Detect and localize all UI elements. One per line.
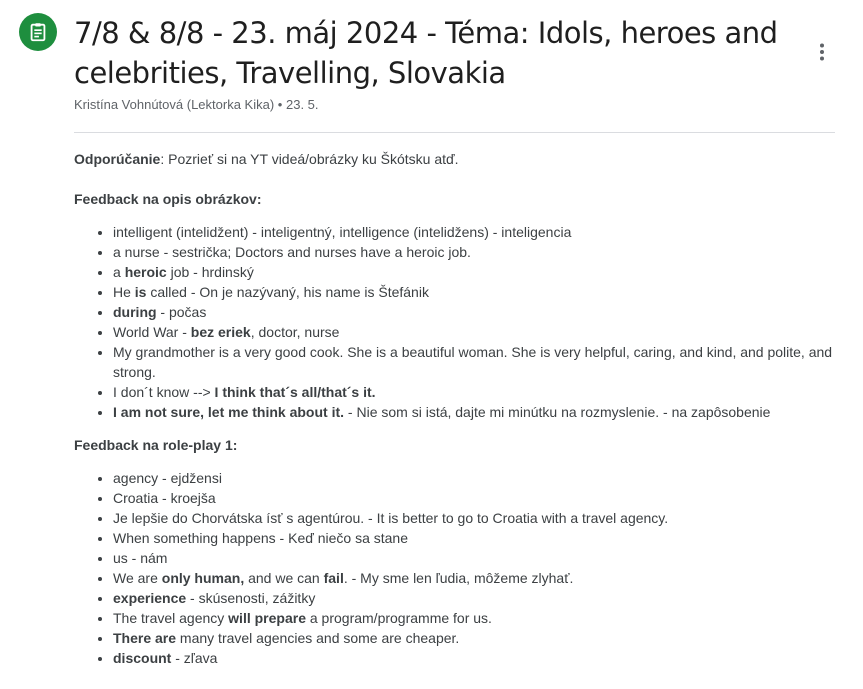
recommendation-line bbox=[74, 149, 834, 169]
bold-text: is bbox=[134, 284, 147, 300]
list-item bbox=[113, 342, 834, 382]
bold-text: I am not sure, let me think about it. bbox=[113, 404, 345, 420]
list-item bbox=[113, 282, 834, 302]
bold-text: will prepare bbox=[228, 610, 306, 626]
recommendation-label: Odporúčanie bbox=[74, 151, 161, 167]
list-item bbox=[113, 468, 834, 488]
more-options-button[interactable] bbox=[808, 38, 836, 66]
list-item bbox=[113, 608, 834, 628]
more-vert-icon bbox=[819, 43, 825, 61]
post-meta bbox=[74, 97, 319, 112]
item-text: called - On je nazývaný, his name is Štefánik bbox=[146, 284, 429, 300]
item-text: The travel agency bbox=[113, 610, 229, 626]
item-text: a bbox=[113, 264, 125, 280]
item-text: . - My sme len ľudia, môžeme zlyhať. bbox=[343, 570, 574, 586]
item-text: and we can bbox=[244, 570, 324, 586]
recommendation-text: Pozrieť si na YT videá/obrázky ku Škótsku atď. bbox=[164, 151, 459, 167]
feedback-list-roleplay bbox=[74, 468, 834, 668]
item-text: intelligent (intelidžent) - inteligentný, intelligence (intelidžens) - inteligencia bbox=[113, 224, 572, 240]
clipboard-icon bbox=[27, 21, 49, 43]
item-text: I don´t know --> bbox=[113, 384, 215, 400]
item-text: We are bbox=[113, 570, 162, 586]
item-text: job - hrdinský bbox=[166, 264, 254, 280]
section-heading: Feedback na opis obrázkov: bbox=[74, 191, 262, 207]
item-text: - skúsenosti, zážitky bbox=[186, 590, 316, 606]
meta-separator: • bbox=[277, 97, 283, 112]
item-text: us - nám bbox=[113, 550, 168, 566]
item-text: - Nie som si istá, dajte mi minútku na rozmyslenie. - na zapôsobenie bbox=[344, 404, 771, 420]
item-text: many travel agencies and some are cheaper. bbox=[176, 630, 460, 646]
divider bbox=[74, 132, 835, 133]
list-item bbox=[113, 568, 834, 588]
bold-text: only human, bbox=[161, 570, 245, 586]
bold-text: There are bbox=[113, 630, 177, 646]
post-body bbox=[74, 149, 834, 681]
item-text: World War - bbox=[113, 324, 191, 340]
assignment-icon bbox=[19, 13, 57, 51]
item-text: Croatia - kroejša bbox=[113, 490, 216, 506]
list-item bbox=[113, 528, 834, 548]
list-item bbox=[113, 262, 834, 282]
bold-text: during bbox=[113, 304, 157, 320]
bold-text: bez eriek bbox=[190, 324, 251, 340]
author-name: Kristína Vohnútová (Lektorka Kika) bbox=[74, 97, 275, 112]
list-item bbox=[113, 322, 834, 342]
bold-text: I think that´s all/that´s it. bbox=[214, 384, 376, 400]
post-date: 23. 5. bbox=[285, 97, 319, 112]
list-item bbox=[113, 648, 834, 668]
list-item bbox=[113, 548, 834, 568]
bold-text: heroic bbox=[124, 264, 167, 280]
list-item bbox=[113, 222, 834, 242]
item-text: My grandmother is a very good cook. She is a beautiful woman. She is very helpful, caring, and kind, and polite, and strong. bbox=[113, 344, 833, 380]
item-text: He bbox=[113, 284, 135, 300]
item-text: Je lepšie do Chorvátska ísť s agentúrou. - It is better to go to Croatia with a travel agency. bbox=[113, 510, 669, 526]
list-item bbox=[113, 302, 834, 322]
item-text: - počas bbox=[156, 304, 207, 320]
list-item bbox=[113, 402, 834, 422]
page-title: 7/8 & 8/8 - 23. máj 2024 - Téma: Idols, heroes and celebrities, Travelling, Slovakia bbox=[74, 16, 778, 90]
feedback-list-pictures bbox=[74, 222, 834, 422]
list-item bbox=[113, 508, 834, 528]
list-item bbox=[113, 588, 834, 608]
item-text: - zľava bbox=[171, 650, 218, 666]
list-item bbox=[113, 628, 834, 648]
list-item bbox=[113, 488, 834, 508]
bold-text: experience bbox=[113, 590, 187, 606]
item-text: a nurse - sestrička; Doctors and nurses have a heroic job. bbox=[113, 244, 471, 260]
item-text: When something happens - Keď niečo sa stane bbox=[113, 530, 409, 546]
recommendation-colon: : bbox=[160, 151, 165, 167]
bold-text: discount bbox=[113, 650, 172, 666]
item-text: , doctor, nurse bbox=[250, 324, 340, 340]
item-text: a program/programme for us. bbox=[305, 610, 492, 626]
bold-text: fail bbox=[323, 570, 344, 586]
item-text: agency - ejdžensi bbox=[113, 470, 222, 486]
section-heading: Feedback na role-play 1: bbox=[74, 437, 238, 453]
list-item bbox=[113, 242, 834, 262]
list-item bbox=[113, 382, 834, 402]
